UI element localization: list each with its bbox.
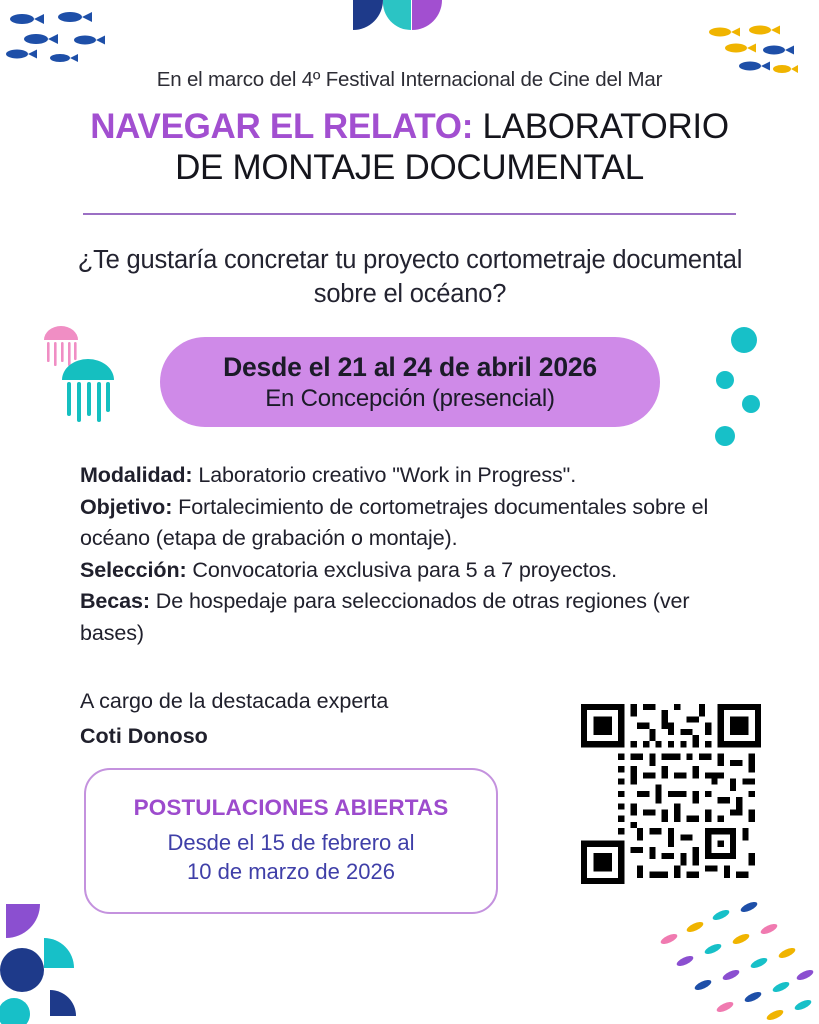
detail-label: Objetivo: — [80, 494, 173, 519]
date-location: En Concepción (presencial) — [265, 384, 555, 412]
date-badge — [160, 337, 660, 427]
jellyfish-icon — [36, 318, 148, 428]
detail-text: De hospedaje para seleccionados de otras regiones (ver bases) — [80, 589, 690, 645]
detail-label: Modalidad: — [80, 463, 193, 487]
corner-decoration-icon — [629, 899, 819, 1024]
applications-line1: Desde el 15 de febrero al — [167, 830, 415, 856]
expert-intro: A cargo de la destacada experta — [80, 689, 389, 713]
detail-text: Laboratorio creativo "Work in Progress". — [192, 463, 577, 487]
title-rest: LABORATORIO — [473, 107, 729, 146]
detail-text: Convocatoria exclusiva para 5 a 7 proyectos. — [186, 557, 618, 582]
detail-item — [80, 492, 742, 555]
detail-item — [80, 555, 742, 587]
festival-kicker: En el marco del 4º Festival Internacional de Cine del Mar — [156, 68, 663, 91]
title-divider — [83, 213, 736, 215]
corner-decoration-icon — [0, 894, 120, 1024]
question-text: ¿Te gustaría concretar tu proyecto cortometraje documental sobre el océano? — [77, 246, 743, 308]
bubbles-icon — [711, 326, 771, 456]
page-title — [0, 108, 819, 186]
applications-title: POSTULACIONES ABIERTAS — [133, 795, 449, 821]
detail-label: Becas: — [80, 589, 150, 614]
date-range: Desde el 21 al 24 de abril 2026 — [223, 351, 597, 382]
expert-name: Coti Donoso — [80, 723, 208, 748]
detail-label: Selección: — [80, 557, 187, 582]
expert-block — [80, 686, 530, 751]
detail-text: Fortalecimiento de cortometrajes documentales sobre el océano (etapa de grabación o montaje). — [80, 494, 709, 551]
title-highlight: NAVEGAR EL RELATO: — [90, 107, 474, 146]
title-second-line: DE MONTAJE DOCUMENTAL — [175, 148, 644, 188]
details-list — [80, 460, 742, 650]
detail-item — [80, 586, 742, 649]
qr-code-icon[interactable] — [581, 704, 761, 884]
applications-box — [84, 768, 498, 914]
festival-logo-icon — [348, 0, 472, 40]
applications-line2: 10 de marzo de 2026 — [187, 859, 395, 884]
detail-item — [80, 460, 742, 492]
fish-icon — [6, 8, 126, 70]
